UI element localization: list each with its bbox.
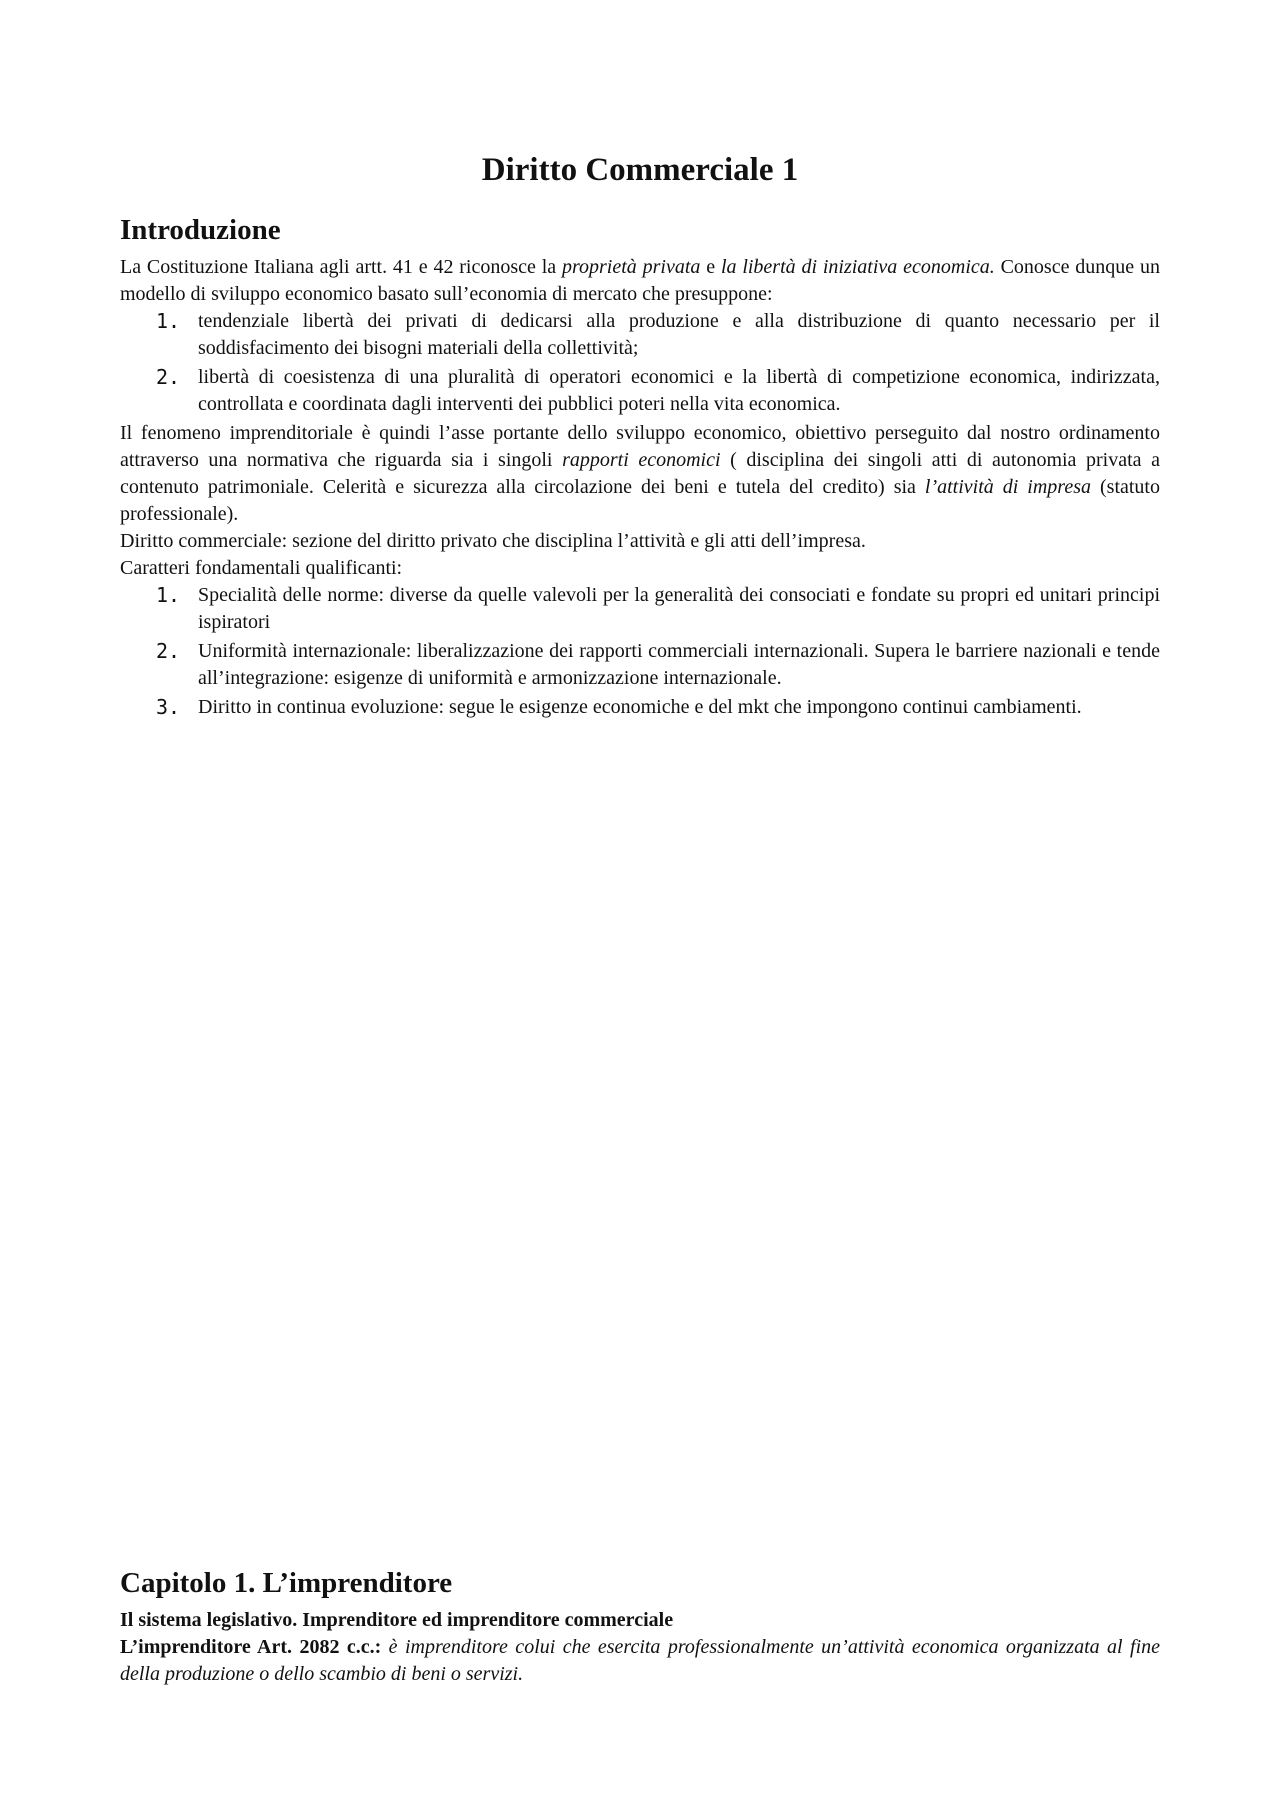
intro-paragraph-3: Diritto commerciale: sezione del diritto privato che disciplina l’attività e gli atti dell’impresa. <box>120 530 866 552</box>
section-capitolo-1 <box>120 1565 1160 1688</box>
emphasis-attivita-impresa: l’attività di impresa <box>924 476 1092 498</box>
list-presupposti <box>120 308 1160 418</box>
chapter-heading: Capitolo 1. L’imprenditore <box>120 1567 453 1599</box>
section-introduzione <box>120 212 1160 723</box>
list-number: 1. <box>156 309 181 333</box>
intro-paragraph-1 <box>120 254 1160 308</box>
list-item <box>120 364 1160 418</box>
chapter-subheading: Il sistema legislativo. Imprenditore ed imprenditore commerciale <box>120 1609 674 1631</box>
intro-paragraph-4: Caratteri fondamentali qualificanti: <box>120 557 403 579</box>
list-item-text: Specialità delle norme: diverse da quelle valevoli per la generalità dei consociati e fondate su propri ed unitari principi ispiratori <box>198 584 1160 633</box>
definition-text: è imprenditore colui che esercita professionalmente un’attività economica organizzata al fine della produzione o dello scambio di beni o servizi. <box>120 1636 1160 1685</box>
emphasis-proprieta-privata: proprietà privata <box>561 256 701 278</box>
list-item <box>120 582 1160 636</box>
text-run: Il fenomeno imprenditoriale è quindi l’asse portante dello sviluppo economico, obiettivo perseguito dal nostro ordinamento attraverso una normativa che riguarda sia i singoli <box>120 422 1160 471</box>
emphasis-liberta-iniziativa: la libertà di iniziativa economica. <box>720 256 995 278</box>
list-item-text: libertà di coesistenza di una pluralità di operatori economici e la libertà di competizione economica, indirizzata, controllata e coordinata dagli interventi dei pubblici poteri nella vita economica. <box>198 366 1160 415</box>
list-number: 2. <box>156 639 181 663</box>
list-item <box>120 308 1160 362</box>
list-number: 1. <box>156 583 181 607</box>
list-number: 3. <box>156 695 181 719</box>
list-item <box>120 638 1160 692</box>
text-run: ( disciplina dei singoli atti di autonomia privata a contenuto patrimoniale. Celerità e sicurezza alla circolazione dei beni e tutela del credito) sia <box>120 449 1161 498</box>
list-item-text: Diritto in continua evoluzione: segue le esigenze economiche e del mkt che impongono continui cambiamenti. <box>198 696 1082 718</box>
list-number: 2. <box>156 365 181 389</box>
section-heading-introduzione: Introduzione <box>120 214 281 246</box>
list-caratteri <box>120 582 1160 721</box>
document-title: Diritto Commerciale 1 <box>481 152 799 188</box>
list-item-text: tendenziale libertà dei privati di dedicarsi alla produzione e alla distribuzione di quanto necessario per il soddisfacimento dei bisogni materiali della collettività; <box>198 310 1160 359</box>
definition-paragraph <box>120 1634 1160 1688</box>
list-item <box>120 694 1160 721</box>
text-run: La Costituzione Italiana agli artt. 41 e 42 riconosce la <box>120 256 562 278</box>
list-item-text: Uniformità internazionale: liberalizzazione dei rapporti commerciali internazionali. Supera le barriere nazionali e tende all’integrazione: esigenze di uniformità e armonizzazione internazionale. <box>198 640 1160 689</box>
text-run: (statuto professionale). <box>120 476 1160 525</box>
emphasis-rapporti-economici: rapporti economici <box>562 449 721 471</box>
intro-paragraph-2 <box>120 420 1160 528</box>
text-run: e <box>700 256 721 278</box>
definition-label: L’imprenditore Art. 2082 c.c.: <box>120 1636 382 1658</box>
text-run: Conosce dunque un modello di sviluppo economico basato sull’economia di mercato che presuppone: <box>120 256 1160 305</box>
